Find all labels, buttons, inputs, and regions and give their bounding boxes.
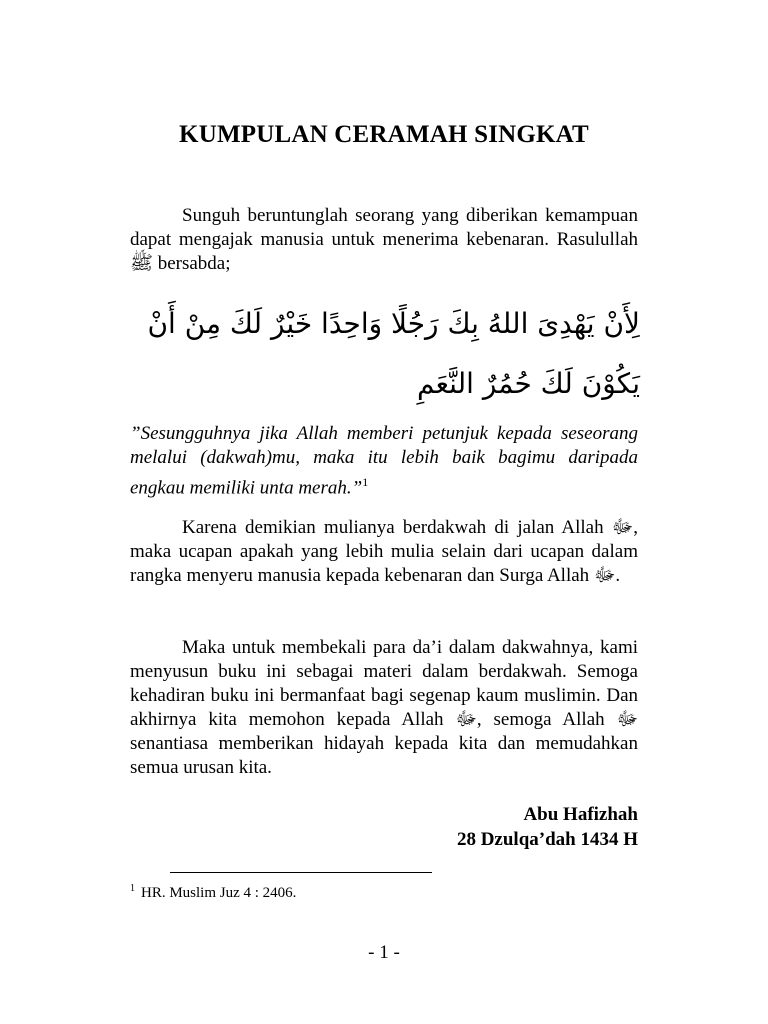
arabic-hadith-line-1: لِأَنْ يَهْدِىَ اللهُ بِكَ رَجُلًا وَاحِدًا خَيْرٌ لَكَ مِنْ أَنْ xyxy=(147,307,640,340)
hadith-translation-text: ”Sesungguhnya jika Allah memberi petunjuk kepada seseorang melalui (dakwah)mu, maka itu lebih baik bagimu daripada engkau memiliki unta merah.” xyxy=(130,423,638,499)
arabic-hadith-line-2: يَكُوْنَ لَكَ حُمُرٌ النَّعَمِ xyxy=(417,367,640,400)
second-paragraph-text: Karena demikian mulianya berdakwah di jalan Allah ﷻ, maka ucapan apakah yang lebih mulia selain dari ucapan dalam rangka menyeru manusia kepada kebenaran dan Surga Allah ﷻ. xyxy=(130,517,638,586)
hadith-translation xyxy=(130,422,638,500)
page-title: KUMPULAN CERAMAH SINGKAT xyxy=(179,121,589,148)
intro-paragraph xyxy=(130,204,638,276)
signature-name: Abu Hafizhah xyxy=(523,804,638,825)
footnote-text: HR. Muslim Juz 4 : 2406. xyxy=(141,885,297,901)
second-paragraph xyxy=(130,516,638,588)
third-paragraph-text: Maka untuk membekali para da’i dalam dakwahnya, kami menyusun buku ini sebagai materi dalam berdakwah. Semoga kehadiran buku ini bermanfaat bagi segenap kaum muslimin. Dan akhirnya kita memohon kepada Allah ﷻ, semoga Allah ﷻ senantiasa memberikan hidayah kepada kita dan memudahkan semua urusan kita. xyxy=(130,637,639,778)
footnote xyxy=(130,883,296,902)
arabic-hadith xyxy=(130,294,640,414)
footnote-divider xyxy=(170,872,432,873)
third-paragraph xyxy=(130,636,638,780)
intro-paragraph-text: Sunguh beruntunglah seorang yang diberikan kemampuan dapat mengajak manusia untuk menerima kebenaran. Rasulullah ﷺ bersabda; xyxy=(130,205,638,274)
page-number: - 1 - xyxy=(368,942,400,963)
footnote-reference: 1 xyxy=(362,475,369,489)
footnote-number: 1 xyxy=(130,883,135,894)
signature-date: 28 Dzulqa’dah 1434 H xyxy=(456,829,638,850)
